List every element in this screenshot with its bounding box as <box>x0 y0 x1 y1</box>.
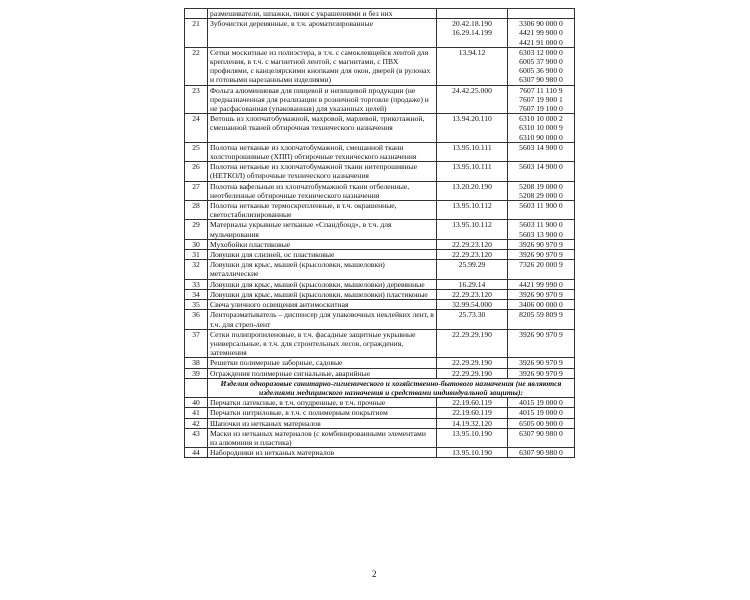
row-number: 35 <box>185 300 208 310</box>
product-name: Ограждения полимерные сигнальные, аварийные <box>208 368 437 378</box>
row-number: 25 <box>185 142 208 161</box>
tnved-code: 6505 00 900 0 <box>508 418 575 428</box>
product-name: Маски из нетканых материалов (с комбинированными элементами из алюминия и пластика) <box>208 428 437 447</box>
tnved-code: 5603 14 900 0 <box>508 142 575 161</box>
table-row <box>185 85 575 114</box>
table-row <box>185 418 575 428</box>
okpd2-code: 13.20.20.190 <box>437 181 508 200</box>
row-number: 21 <box>185 19 208 48</box>
okpd2-code: 20.42.18.190 16.29.14.199 <box>437 19 508 48</box>
product-name: Ленторазматыватель – диспенсер для упаковочных неклейких лент, в т.ч. для стреп-лент <box>208 310 437 329</box>
tnved-code: 3926 90 970 9 <box>508 358 575 368</box>
row-number: 43 <box>185 428 208 447</box>
tnved-code: 3926 90 970 9 <box>508 329 575 358</box>
row-number: 28 <box>185 201 208 220</box>
row-number: 26 <box>185 162 208 181</box>
row-number: 29 <box>185 220 208 239</box>
tnved-code: 4015 19 000 0 <box>508 408 575 418</box>
product-name: размешиватели, шпажки, пики с украшениями и без них <box>208 9 437 19</box>
product-name: Ловушки для крыс, мышей (крысоловки, мышеловки) деревянные <box>208 279 437 289</box>
product-name: Ветошь из хлопчатобумажной, махровой, марлевой, трикотажной, смешанной тканей обтирочная технического назначения <box>208 114 437 143</box>
tnved-code: 6307 90 980 0 <box>508 448 575 458</box>
tnved-code: 3926 90 970 9 <box>508 289 575 299</box>
table-row <box>185 239 575 249</box>
okpd2-code: 13.95.10.190 <box>437 448 508 458</box>
table-row <box>185 162 575 181</box>
table-row <box>185 329 575 358</box>
okpd2-code: 13.94.20.110 <box>437 114 508 143</box>
tnved-code: 4421 99 990 0 <box>508 279 575 289</box>
table-row <box>185 300 575 310</box>
row-number: 24 <box>185 114 208 143</box>
okpd2-code: 22.19.60.119 <box>437 408 508 418</box>
product-name: Полотна вафельные из хлопчатобумажной ткани отбеленные, неотбеленные обтирочные технического назначения <box>208 181 437 200</box>
table-row <box>185 47 575 85</box>
row-number: 42 <box>185 418 208 428</box>
okpd2-code: 22.29.29.190 <box>437 329 508 358</box>
product-name: Сетки москитные из полиэстера, в т.ч. с самоклеящейся лентой для крепления, в т.ч. с магнитной лентой, с магнитами, с ПВХ профилями, с канцелярскими кнопками для окон, дверей (в рулонах и готовыми нарезанными изделиями) <box>208 47 437 85</box>
okpd2-code: 16.29.14 <box>437 279 508 289</box>
section-number-cell <box>185 378 208 397</box>
product-name: Мухобойки пластиковые <box>208 239 437 249</box>
okpd2-code: 13.95.10.112 <box>437 201 508 220</box>
product-name: Перчатки латексные, в т.ч. опудренные, в т.ч. прочные <box>208 398 437 408</box>
okpd2-code: 13.94.12 <box>437 47 508 85</box>
product-name: Полотна нетканые из хлопчатобумажной ткани нитепрошивные (НЕТКОЛ) обтирочные технического назначения <box>208 162 437 181</box>
table-row <box>185 9 575 19</box>
product-name: Свеча уличного освещения антимоскитная <box>208 300 437 310</box>
row-number: 32 <box>185 260 208 279</box>
table-row <box>185 19 575 48</box>
row-number: 39 <box>185 368 208 378</box>
product-name: Зубочистки деревянные, в т.ч. ароматизированные <box>208 19 437 48</box>
okpd2-code: 25.73.30 <box>437 310 508 329</box>
row-number: 37 <box>185 329 208 358</box>
table-row <box>185 310 575 329</box>
row-number: 22 <box>185 47 208 85</box>
product-name: Полотна нетканые из хлопчатобумажной, смешанной ткани холстопрошивные (ХПП) обтирочные технического назначения <box>208 142 437 161</box>
tnved-code: 6307 90 980 0 <box>508 428 575 447</box>
tnved-code: 3926 90 970 9 <box>508 239 575 249</box>
tnved-code: 6303 12 000 0 6005 37 900 0 6005 36 900 0 6307 90 980 0 <box>508 47 575 85</box>
row-number <box>185 9 208 19</box>
table-row <box>185 448 575 458</box>
product-name: Ловушки для крыс, мышей (крысоловки, мышеловки) пластиковые <box>208 289 437 299</box>
row-number: 36 <box>185 310 208 329</box>
product-name: Сетки полипропиленовые, в т.ч. фасадные защитные укрывные универсальные, в т.ч. для строительных лесов, ограждения, затемнения <box>208 329 437 358</box>
okpd2-code: 22.19.60.119 <box>437 398 508 408</box>
tnved-code: 8205 59 809 9 <box>508 310 575 329</box>
section-heading: Изделия одноразовые санитарно-гигиенического и хозяйственно-бытового назначения (не являются изделиями медицинского назначения и средствами индивидуальной защиты): <box>208 378 575 397</box>
table-body-top <box>185 9 575 379</box>
tnved-code: 5603 11 900 0 <box>508 201 575 220</box>
okpd2-code: 14.19.32.120 <box>437 418 508 428</box>
row-number: 27 <box>185 181 208 200</box>
product-name: Ловушки для слизней, ос пластиковые <box>208 250 437 260</box>
product-name: Материалы укрывные нетканые «Спандбонд», в т.ч. для мульчирования <box>208 220 437 239</box>
row-number: 38 <box>185 358 208 368</box>
table-body-bottom <box>185 398 575 458</box>
tnved-code: 6310 10 000 2 6310 10 000 9 6310 90 000 0 <box>508 114 575 143</box>
okpd2-code: 13.95.10.112 <box>437 220 508 239</box>
table-row <box>185 408 575 418</box>
table-row <box>185 398 575 408</box>
tnved-code: 3926 90 970 9 <box>508 250 575 260</box>
section-heading-row <box>185 378 575 397</box>
table-row <box>185 260 575 279</box>
product-name: Ловушки для крыс, мышей (крысоловки, мышеловки) металлические <box>208 260 437 279</box>
page-number: 2 <box>372 569 377 579</box>
table-row <box>185 368 575 378</box>
row-number: 31 <box>185 250 208 260</box>
table-row <box>185 201 575 220</box>
okpd2-code <box>437 9 508 19</box>
table-row <box>185 358 575 368</box>
product-name: Шапочки из нетканых материалов <box>208 418 437 428</box>
product-name: Перчатки нитриловые, в т.ч. с полимерным покрытием <box>208 408 437 418</box>
okpd2-code: 32.99.54.000 <box>437 300 508 310</box>
okpd2-code: 24.42.25.000 <box>437 85 508 114</box>
tnved-code: 5603 14 900 0 <box>508 162 575 181</box>
okpd2-code: 22.29.23.120 <box>437 250 508 260</box>
table-row <box>185 279 575 289</box>
table-row <box>185 250 575 260</box>
tnved-code: 5603 11 900 0 5603 13 900 0 <box>508 220 575 239</box>
row-number: 33 <box>185 279 208 289</box>
table-row <box>185 428 575 447</box>
table-row <box>185 142 575 161</box>
okpd2-code: 22.29.29.190 <box>437 358 508 368</box>
okpd2-code: 13.95.10.111 <box>437 142 508 161</box>
tnved-code: 5208 19 000 0 5208 29 000 0 <box>508 181 575 200</box>
product-name: Фольга алюминиевая для пищевой и непищевой продукции (не предназначенная для реализации в розничной торговле (продаже) и не расфасованная (упакованная) для указанных целей) <box>208 85 437 114</box>
tnved-code: 7607 11 110 9 7607 19 900 1 7607 19 100 0 <box>508 85 575 114</box>
okpd2-code: 22.29.23.120 <box>437 239 508 249</box>
section-row-group <box>185 378 575 397</box>
row-number: 44 <box>185 448 208 458</box>
row-number: 30 <box>185 239 208 249</box>
tnved-code <box>508 9 575 19</box>
goods-table <box>184 8 575 458</box>
table-row <box>185 181 575 200</box>
table-row <box>185 114 575 143</box>
tnved-code: 7326 20 000 9 <box>508 260 575 279</box>
product-name: Набородники из нетканых материалов <box>208 448 437 458</box>
product-name: Решетки полимерные заборные, садовые <box>208 358 437 368</box>
tnved-code: 3406 00 000 0 <box>508 300 575 310</box>
okpd2-code: 22.29.29.190 <box>437 368 508 378</box>
tnved-code: 4015 19 000 0 <box>508 398 575 408</box>
table-row <box>185 289 575 299</box>
row-number: 40 <box>185 398 208 408</box>
table-row <box>185 220 575 239</box>
okpd2-code: 13.95.10.190 <box>437 428 508 447</box>
row-number: 23 <box>185 85 208 114</box>
tnved-code: 3306 90 000 0 4421 99 900 0 4421 91 000 0 <box>508 19 575 48</box>
product-name: Полотна нетканые термоскрепленные, в т.ч. окрашенные, светостабилизированные <box>208 201 437 220</box>
row-number: 41 <box>185 408 208 418</box>
row-number: 34 <box>185 289 208 299</box>
okpd2-code: 22.29.23.120 <box>437 289 508 299</box>
okpd2-code: 25.99.29 <box>437 260 508 279</box>
okpd2-code: 13.95.10.111 <box>437 162 508 181</box>
tnved-code: 3926 90 970 9 <box>508 368 575 378</box>
